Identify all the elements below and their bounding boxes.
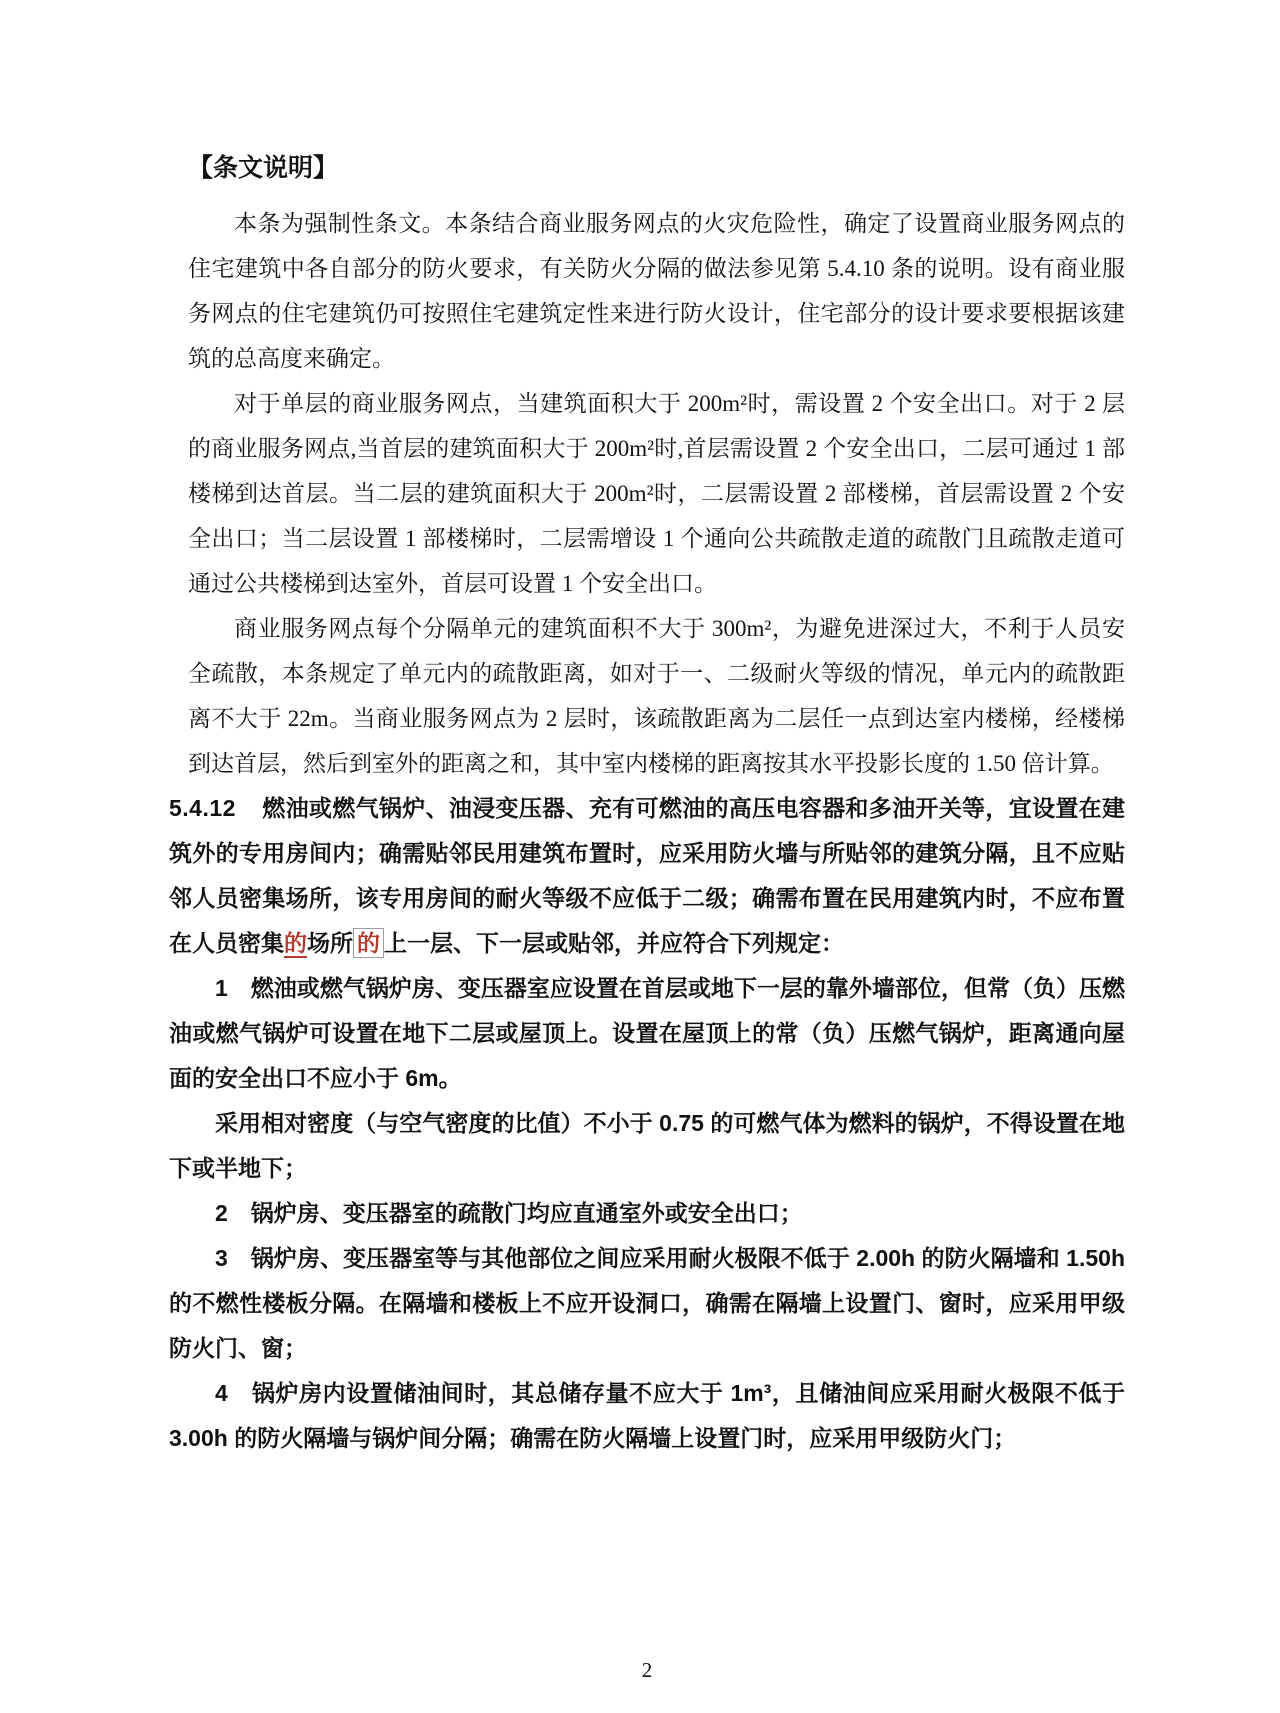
clause-item-1: 1 燃油或燃气锅炉房、变压器室应设置在首层或地下一层的靠外墙部位，但常（负）压燃油或燃气锅炉可设置在地下二层或屋顶上。设置在屋顶上的常（负）压燃气锅炉，距离通向屋面的安全出口不应小于 6m。 <box>169 975 1125 1091</box>
clause-5-4-12 <box>169 786 1125 966</box>
explanation-paragraph-2: 对于单层的商业服务网点，当建筑面积大于 200m²时，需设置 2 个安全出口。对于 2 层的商业服务网点,当首层的建筑面积大于 200m²时,首层需设置 2 个安全出口，二层可通过 1 部楼梯到达首层。当二层的建筑面积大于 200m²时，二层需设置 2 部楼梯，首层需设置 2 个安全出口；当二层设置 1 部楼梯时，二层需增设 1 个通向公共疏散走道的疏散门且疏散走道可通过公共楼梯到达室外，首层可设置 1 个安全出口。 <box>188 391 1125 596</box>
clause-text-after: 上一层、下一层或贴邻，并应符合下列规定： <box>384 930 844 956</box>
page-number: 2 <box>641 1658 653 1682</box>
explanation-paragraph-1: 本条为强制性条文。本条结合商业服务网点的火灾危险性，确定了设置商业服务网点的住宅建筑中各自部分的防火要求，有关防火分隔的做法参见第 5.4.10 条的说明。设有商业服务网点的住宅建筑仍可按照住宅建筑定性来进行防火设计，住宅部分的设计要求要根据该建筑的总高度来确定。 <box>188 211 1125 371</box>
commentary-heading: 【条文说明】 <box>188 155 339 182</box>
clause-number: 5.4.12 <box>169 795 236 821</box>
boxed-revision-character: 的 <box>353 928 384 958</box>
clause-item-1-note: 采用相对密度（与空气密度的比值）不小于 0.75 的可燃气体为燃料的锅炉，不得设置在地下或半地下； <box>169 1110 1125 1181</box>
clause-text-before: 燃油或燃气锅炉、油浸变压器、充有可燃油的高压电容器和多油开关等，宜设置在建筑外的专用房间内；确需贴邻民用建筑布置时，应采用防火墙与所贴邻的建筑分隔，且不应贴邻人员密集场所，该专用房间的耐火等级不应低于二级；确需布置在民用建筑内时，不应布置在人员密集 <box>169 795 1125 956</box>
clause-item-2: 2 锅炉房、变压器室的疏散门均应直通室外或安全出口； <box>215 1200 803 1226</box>
inserted-revision-character: 的 <box>284 930 307 956</box>
clause-text-middle: 场所 <box>307 930 353 956</box>
page-content <box>169 146 1125 1461</box>
clause-item-3: 3 锅炉房、变压器室等与其他部位之间应采用耐火极限不低于 2.00h 的防火隔墙和 1.50h 的不燃性楼板分隔。在隔墙和楼板上不应开设洞口，确需在隔墙上设置门、窗时，应采用甲级防火门、窗； <box>169 1245 1125 1361</box>
explanation-paragraph-3: 商业服务网点每个分隔单元的建筑面积不大于 300m²，为避免进深过大，不利于人员安全疏散，本条规定了单元内的疏散距离，如对于一、二级耐火等级的情况，单元内的疏散距离不大于 22m。当商业服务网点为 2 层时，该疏散距离为二层任一点到达室内楼梯，经楼梯到达首层，然后到室外的距离之和，其中室内楼梯的距离按其水平投影长度的 1.50 倍计算。 <box>188 616 1125 776</box>
clause-item-4: 4 锅炉房内设置储油间时，其总储存量不应大于 1m³，且储油间应采用耐火极限不低于 3.00h 的防火隔墙与锅炉间分隔；确需在防火隔墙上设置门时，应采用甲级防火门； <box>169 1380 1125 1451</box>
